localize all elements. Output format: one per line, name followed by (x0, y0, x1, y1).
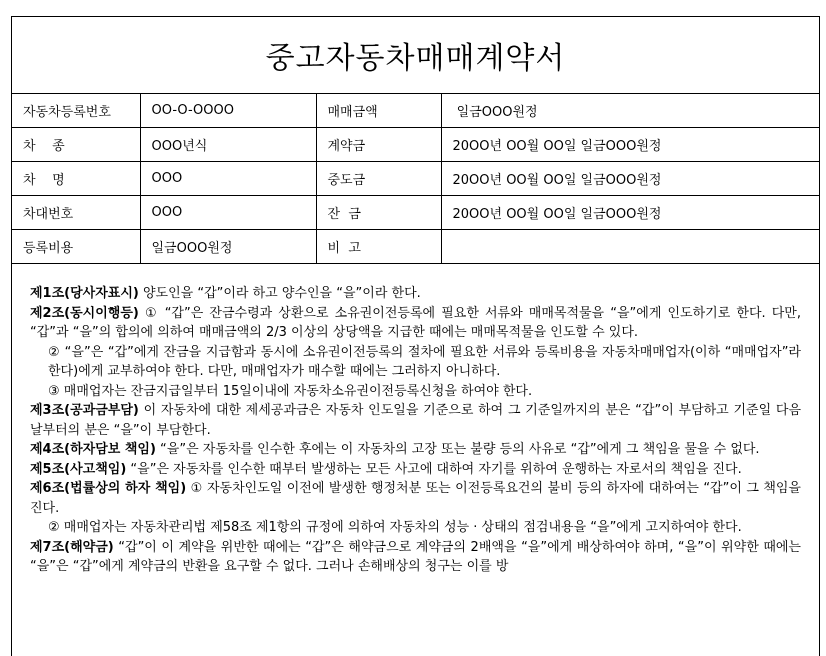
interim-payment-value: 20OO년 OO월 OO일 일금OOO원정 (441, 162, 819, 196)
article-text: ① 자동차인도일 이전에 발생한 행정처분 또는 이전등록요건의 불비 등의 하자에 대하여는 “갑”이 그 책임을 진다. (30, 481, 801, 516)
article-1 (30, 284, 801, 304)
table-row (12, 230, 819, 264)
document-title: 중고자동차매매계약서 (12, 17, 819, 94)
article-text: “을”은 자동차를 인수한 후에는 이 자동차의 고장 또는 불량 등의 사유로 “갑”에게 그 책임을 물을 수 없다. (155, 442, 760, 457)
sale-price-label: 매매금액 (316, 94, 441, 128)
vehicle-type-value: OOO년식 (140, 128, 316, 162)
article-title: 제6조(법률상의 하자 책임) (30, 481, 187, 496)
article-2-clause-3: ③ 매매업자는 잔금지급일부터 15일이내에 자동차소유권이전등록신청을 하여야 한다. (48, 383, 533, 399)
chassis-no-value: OOO (140, 196, 316, 230)
article-4 (30, 440, 801, 460)
contract-document (11, 16, 820, 656)
chassis-no-label: 차대번호 (12, 196, 140, 230)
table-row (12, 128, 819, 162)
vehicle-name-label: 차 명 (12, 162, 140, 196)
article-text: 양도인을 “갑”이라 하고 양수인을 “을”이라 한다. (138, 286, 421, 301)
vehicle-type-label: 차 종 (12, 128, 140, 162)
remarks-label: 비 고 (316, 230, 441, 264)
article-title: 제7조(해약금) (30, 539, 114, 555)
reg-fee-label: 등록비용 (12, 230, 140, 264)
article-2 (30, 304, 801, 343)
article-text: 이 자동차에 대한 제세공과금은 자동차 인도일을 기준으로 하여 그 기준일까지의 분은 “갑”이 부담하고 기준일 다음날부터의 분은 “을”이 부담한다. (30, 403, 801, 438)
table-row (12, 94, 819, 128)
article-text: ① “갑”은 잔금수령과 상환으로 소유권이전등록에 필요한 서류와 매매목적물을 “을”에게 인도하기로 한다. 다만, “갑”과 “을”의 합의에 의하여 매매금액의 2/3 이상의 상당액을 지급한 때에는 매매목적물을 인도할 수 있다. (30, 305, 801, 340)
deposit-label: 계약금 (316, 128, 441, 162)
vehicle-reg-no-value: OO-O-OOOO (140, 94, 316, 128)
article-title: 제1조(당사자표시) (30, 286, 139, 301)
balance-value: 20OO년 OO월 OO일 일금OOO원정 (441, 196, 819, 230)
contract-terms (12, 264, 819, 577)
article-7 (30, 538, 801, 577)
article-title: 제5조(사고책임) (30, 461, 127, 477)
article-6 (30, 479, 801, 518)
table-row (12, 196, 819, 230)
balance-label: 잔 금 (316, 196, 441, 230)
article-title: 제2조(동시이행등) (30, 305, 139, 321)
contract-info-table (12, 94, 819, 264)
article-text: “갑”이 이 계약을 위반한 때에는 “갑”은 해약금으로 계약금의 2배액을 “을”에게 배상하여야 하며, “을”이 위약한 때에는 “을”은 “갑”에게 계약금의 반환을 요구할 수 없다. 그러나 손해배상의 청구는 이를 방 (30, 539, 801, 574)
table-row (12, 162, 819, 196)
sale-price-value: 일금OOO원정 (441, 94, 819, 128)
article-title: 제4조(하자담보 책임) (30, 442, 156, 457)
remarks-value (441, 230, 819, 264)
deposit-value: 20OO년 OO월 OO일 일금OOO원정 (441, 128, 819, 162)
vehicle-reg-no-label: 자동차등록번호 (12, 94, 140, 128)
interim-payment-label: 중도금 (316, 162, 441, 196)
article-5 (30, 460, 801, 480)
article-2-clause-2: ② “을”은 “갑”에게 잔금을 지급함과 동시에 소유권이전등록의 절차에 필요한 서류와 등록비용을 자동차매매업자(이하 “매매업자”라 한다)에게 교부하여야 한다. 다만, 매매업자가 매수할 때에는 그러하지 아니하다. (48, 344, 801, 379)
reg-fee-value: 일금OOO원정 (140, 230, 316, 264)
article-6-clause-2: ② 매매업자는 자동차관리법 제58조 제1항의 규정에 의하여 자동차의 성능 · 상태의 점검내용을 “을”에게 고지하여야 한다. (48, 520, 742, 535)
article-title: 제3조(공과금부담) (30, 403, 139, 418)
vehicle-name-value: OOO (140, 162, 316, 196)
article-text: “을”은 자동차를 인수한 때부터 발생하는 모든 사고에 대하여 자기를 위하여 운행하는 자로서의 책임을 진다. (126, 461, 742, 477)
article-3 (30, 401, 801, 440)
